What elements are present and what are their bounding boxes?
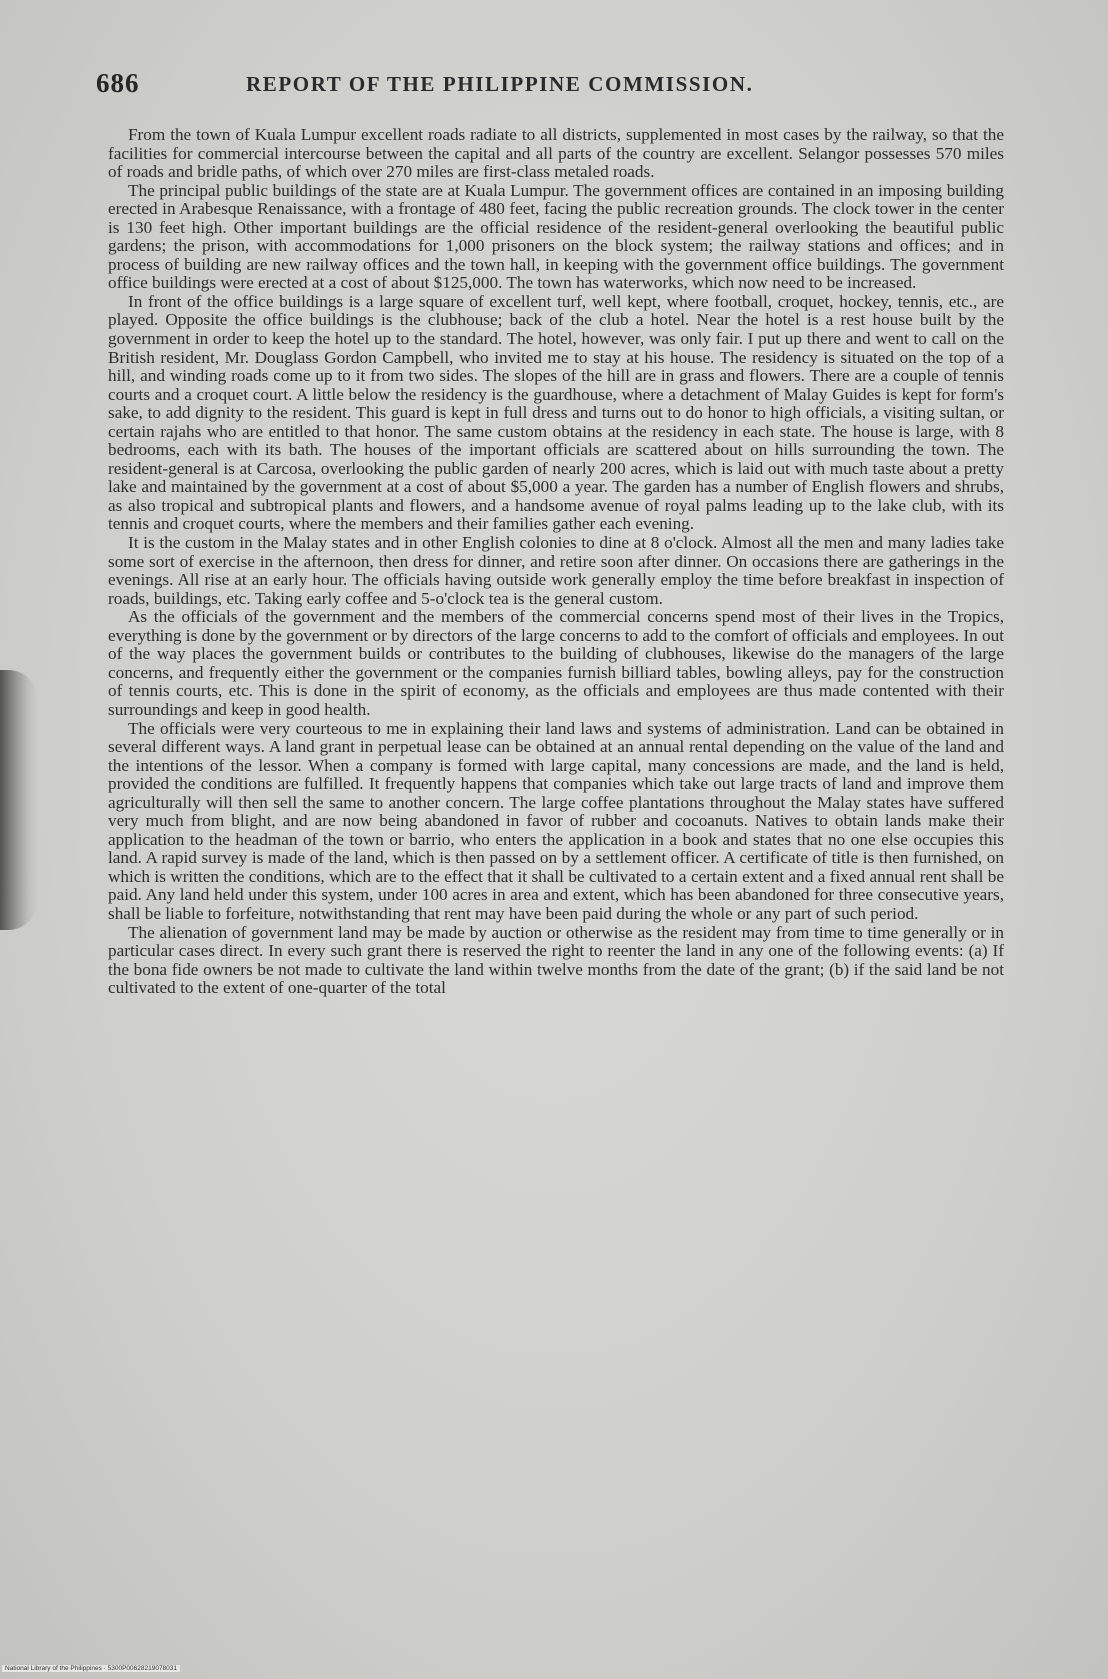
paragraph: It is the custom in the Malay states and in other English colonies to dine at 8 o'clock. Almost all the men and many ladies take some sort of exercise in the afternoon, then dress for dinner, and retire soon after dinner. On occasions there are gatherings in the evenings. All rise at an early hour. The officials having outside work generally employ the time before breakfast in inspection of roads, buildings, etc. Taking early coffee and 5-o'clock tea is the general custom. bbox=[108, 533, 1004, 608]
binding-shadow bbox=[0, 670, 38, 930]
paragraph: The principal public buildings of the state are at Kuala Lumpur. The government offices are contained in an imposing building erected in Arabesque Renaissance, with a frontage of 480 feet, facing the public recreation grounds. The clock tower in the center is 130 feet high. Other important buildings are the official residence of the resident-general overlooking the beautiful public gardens; the prison, with accommodations for 1,000 prisoners on the block system; the railway stations and offices; and in process of building are new railway offices and the town hall, in keeping with the government office buildings. The government office buildings were erected at a cost of about $125,000. The town has waterworks, which now need to be increased. bbox=[108, 180, 1004, 293]
page-number: 686 bbox=[96, 68, 140, 98]
running-head: REPORT OF THE PHILIPPINE COMMISSION. bbox=[246, 72, 754, 96]
scan-credit: National Library of the Philippines · 5300P00628219078031 bbox=[2, 1665, 180, 1672]
page-header bbox=[96, 68, 976, 108]
paragraph: From the town of Kuala Lumpur excellent roads radiate to all districts, supplemented in most cases by the railway, so that the facilities for commercial intercourse between the capital and all parts of the country are excellent. Selangor possesses 570 miles of roads and bridle paths, of which over 270 miles are first-class metaled roads. bbox=[108, 125, 1004, 182]
paragraph: In front of the office buildings is a large square of excellent turf, well kept, where football, croquet, hockey, tennis, etc., are played. Opposite the office buildings is the clubhouse; back of the club a hotel. Near the hotel is a rest house built by the government in order to keep the hotel up to the standard. The hotel, however, was only fair. I put up there and went to call on the British resident, Mr. Douglass Gordon Campbell, who invited me to stay at his house. The residency is situated on the top of a hill, and winding roads come up to it from two sides. The slopes of the hill are in grass and flowers. There are a couple of tennis courts and a croquet court. A little below the residency is the guardhouse, where a detachment of Malay Guides is kept for form's sake, to add dignity to the resident. This guard is kept in full dress and turns out to do honor to high officials, a visiting sultan, or certain rajahs who are entitled to that honor. The same custom obtains at the residency in each state. The house is large, with 8 bedrooms, each with its bath. The houses of the important officials are scattered about on hills surrounding the town. The resident-general is at Carcosa, overlooking the public garden of nearly 200 acres, which is laid out with much taste about a pretty lake and maintained by the government at a cost of about $5,000 a year. The garden has a number of English flowers and shrubs, as also tropical and subtropical plants and flowers, and a handsome avenue of royal palms leading up to the lake club, with its tennis and croquet courts, where the members and their families gather each evening. bbox=[108, 291, 1004, 534]
paragraph: The officials were very courteous to me in explaining their land laws and systems of administration. Land can be obtained in several different ways. A land grant in perpetual lease can be obtained at an annual rental depending on the value of the land and the intentions of the lessor. When a company is formed with large capital, many concessions are made, and the land is held, provided the conditions are fulfilled. It frequently happens that companies which take out large tracts of land and improve them agriculturally will then sell the same to another concern. The large coffee plantations throughout the Malay states have suffered very much from blight, and are now being abandoned in favor of rubber and cocoanuts. Natives to obtain lands make their application to the headman of the town or barrio, who enters the application in a book and states that no one else occupies this land. A rapid survey is made of the land, which is then passed on by a settlement officer. A certificate of title is then furnished, on which is written the conditions, which are to the effect that it shall be cultivated to a certain extent and a fixed annual rent shall be paid. Any land held under this system, under 100 acres in area and extent, which has been abandoned for three consecutive years, shall be liable to forfeiture, notwithstanding that rent may have been paid during the whole or any part of such period. bbox=[108, 718, 1004, 923]
body-text bbox=[108, 126, 1004, 998]
paragraph: The alienation of government land may be made by auction or otherwise as the resident may from time to time generally or in particular cases direct. In every such grant there is reserved the right to reenter the land in any one of the following events: (a) If the bona fide owners be not made to cultivate the land within twelve months from the date of the grant; (b) if the said land be not cultivated to the extent of one-quarter of the total bbox=[108, 922, 1004, 998]
paragraph: As the officials of the government and the members of the commercial concerns spend most of their lives in the Tropics, everything is done by the government or by directors of the large concerns to add to the comfort of officials and employees. In out of the way places the government builds or contributes to the building of clubhouses, likewise do the managers of the large concerns, and frequently either the government or the companies furnish billiard tables, bowling alleys, pay for the construction of tennis courts, etc. This is done in the spirit of economy, as the officials and employees are thus made contented with their surroundings and keep in good health. bbox=[108, 607, 1004, 719]
